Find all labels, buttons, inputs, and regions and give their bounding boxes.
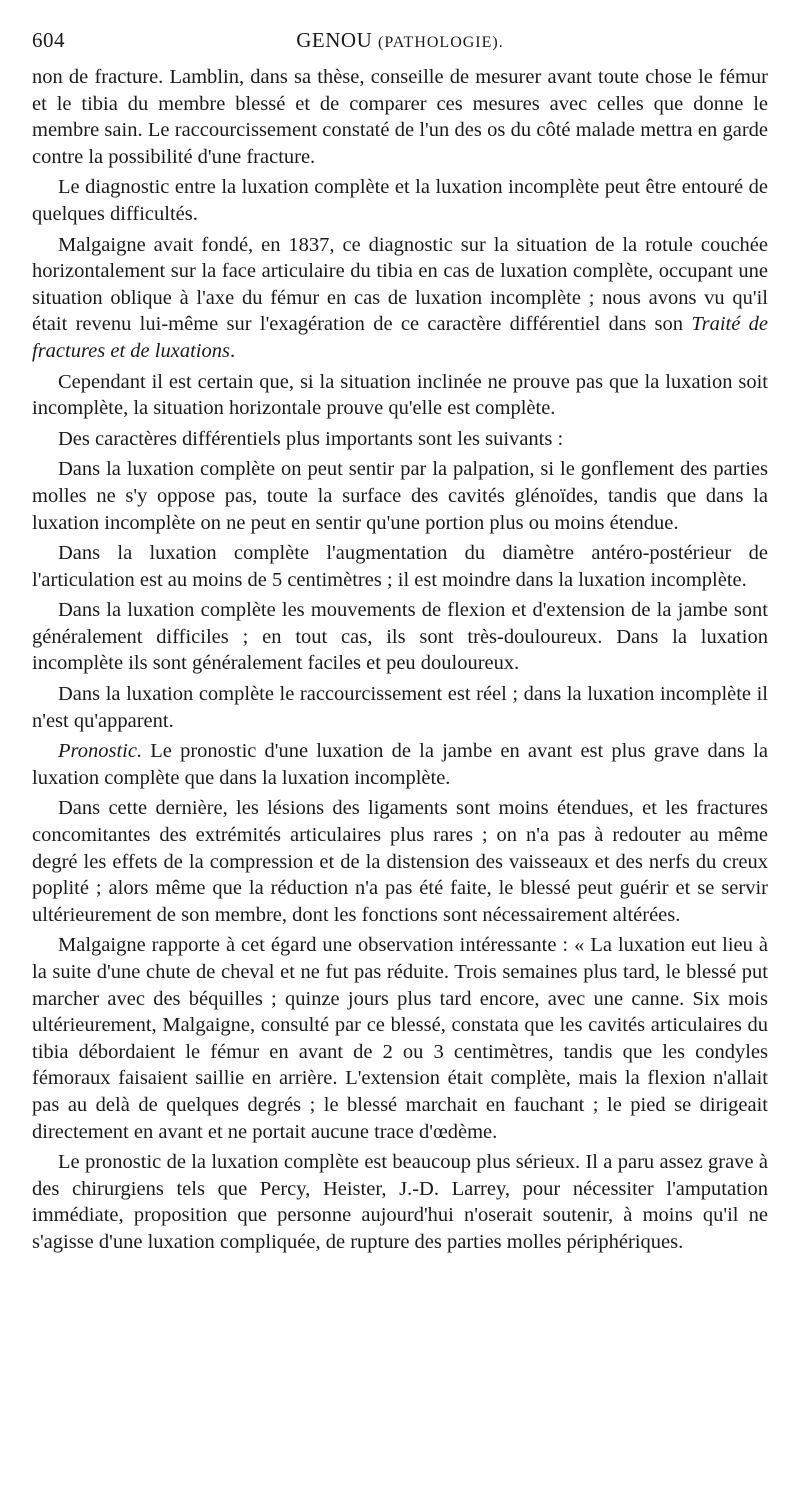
paragraph-text: Le pronostic d'une luxation de la jambe en avant est plus grave dans la luxation complète que dans la luxation incomplète. bbox=[32, 740, 768, 789]
paragraph-pronostic bbox=[32, 738, 768, 791]
body-text bbox=[32, 64, 768, 1256]
paragraph: Dans la luxation complète les mouvements de flexion et d'extension de la jambe sont généralement difficiles ; en tout cas, ils sont très-douloureux. Dans la luxation incomplète ils sont généralement faciles et peu douloureux. bbox=[32, 599, 768, 675]
running-title bbox=[32, 28, 768, 53]
running-head bbox=[32, 28, 768, 64]
paragraph: Le pronostic de la luxation complète est beaucoup plus sérieux. Il a paru assez grave à des chirurgiens tels que Percy, Heister, J.-D. Larrey, pour nécessiter l'amputation immédiate, proposition que personne aujourd'hui n'oserait soutenir, à moins qu'il ne s'agisse d'une luxation compliquée, de rupture des parties molles périphériques. bbox=[32, 1151, 768, 1253]
section-lead-italic: Pronostic. bbox=[58, 740, 143, 763]
paragraph-quotation: Malgaigne rapporte à cet égard une observation intéressante : « La luxation eut lieu à la suite d'une chute de cheval et ne fut pas réduite. Trois semaines plus tard, le blessé put marcher avec des béquilles ; quinze jours plus tard encore, avec une canne. Six mois ultérieurement, Malgaigne, consulté par ce blessé, constata que les cavités articulaires du tibia débordaient le fémur en avant de 2 ou 3 centimètres, tandis que les condyles fémoraux faisaient saillie en arrière. L'extension était complète, mais la flexion n'allait pas au delà de quelques degrés ; le blessé marchait en fauchant ; le pied se dirigeait directement en avant et ne portait aucune trace d'œdème. bbox=[32, 934, 768, 1143]
paragraph-text: Malgaigne avait fondé, en 1837, ce diagnostic sur la situation de la rotule couchée horizontalement sur la face articulaire du tibia en cas de luxation complète, occupant une situation oblique à l'axe du fémur en cas de luxation incomplète ; nous avons vu qu'il était revenu lui-même sur l'exagération de ce caractère différentiel dans son bbox=[32, 233, 768, 336]
paragraph-text: . bbox=[229, 339, 236, 362]
book-title-italic: Traité de fractures et de luxations bbox=[32, 313, 768, 362]
paragraph: Des caractères différentiels plus importants sont les suivants : bbox=[58, 427, 564, 450]
paragraph: Dans la luxation complète le raccourcissement est réel ; dans la luxation incomplète il n'est qu'apparent. bbox=[32, 683, 768, 732]
paragraph bbox=[32, 232, 768, 365]
section-title: GENOU bbox=[296, 28, 373, 52]
paragraph: Cependant il est certain que, si la situation inclinée ne prouve pas que la luxation soit incomplète, la situation horizontale prouve qu'elle est complète. bbox=[32, 370, 768, 420]
paragraph: Dans la luxation complète l'augmentation du diamètre antéro-postérieur de l'articulation est au moins de 5 centimètres ; il est moindre dans la luxation incomplète. bbox=[32, 542, 768, 591]
paragraph-continued: non de fracture. Lamblin, dans sa thèse, conseille de mesurer avant toute chose le fémur et le tibia du membre blessé et de comparer ces mesures avec celles que donne le membre sain. Le raccourcissement constaté de l'un des os du côté malade mettra en garde contre la possibilité d'une fracture. bbox=[32, 66, 768, 168]
paragraph: Dans cette dernière, les lésions des ligaments sont moins étendues, et les fractures concomitantes des extrémités articulaires plus rares ; on n'a pas à redouter au même degré les effets de la compression et de la distension des vaisseaux et des nerfs du creux poplité ; alors même que la réduction n'a pas été faite, le blessé peut guérir et se servir ultérieurement de son membre, dont les fonctions sont nécessairement altérées. bbox=[32, 797, 768, 926]
section-subtitle: (PATHOLOGIE). bbox=[378, 34, 504, 51]
paragraph: Le diagnostic entre la luxation complète et la luxation incomplète peut être entouré de quelques difficultés. bbox=[32, 176, 768, 225]
book-page bbox=[32, 28, 768, 1256]
page-number: 604 bbox=[32, 28, 65, 52]
paragraph: Dans la luxation complète on peut sentir par la palpation, si le gonflement des parties molles ne s'y oppose pas, toute la surface des cavités glénoïdes, tandis que dans la luxation incomplète on ne peut en sentir qu'une portion plus ou moins étendue. bbox=[32, 458, 768, 534]
